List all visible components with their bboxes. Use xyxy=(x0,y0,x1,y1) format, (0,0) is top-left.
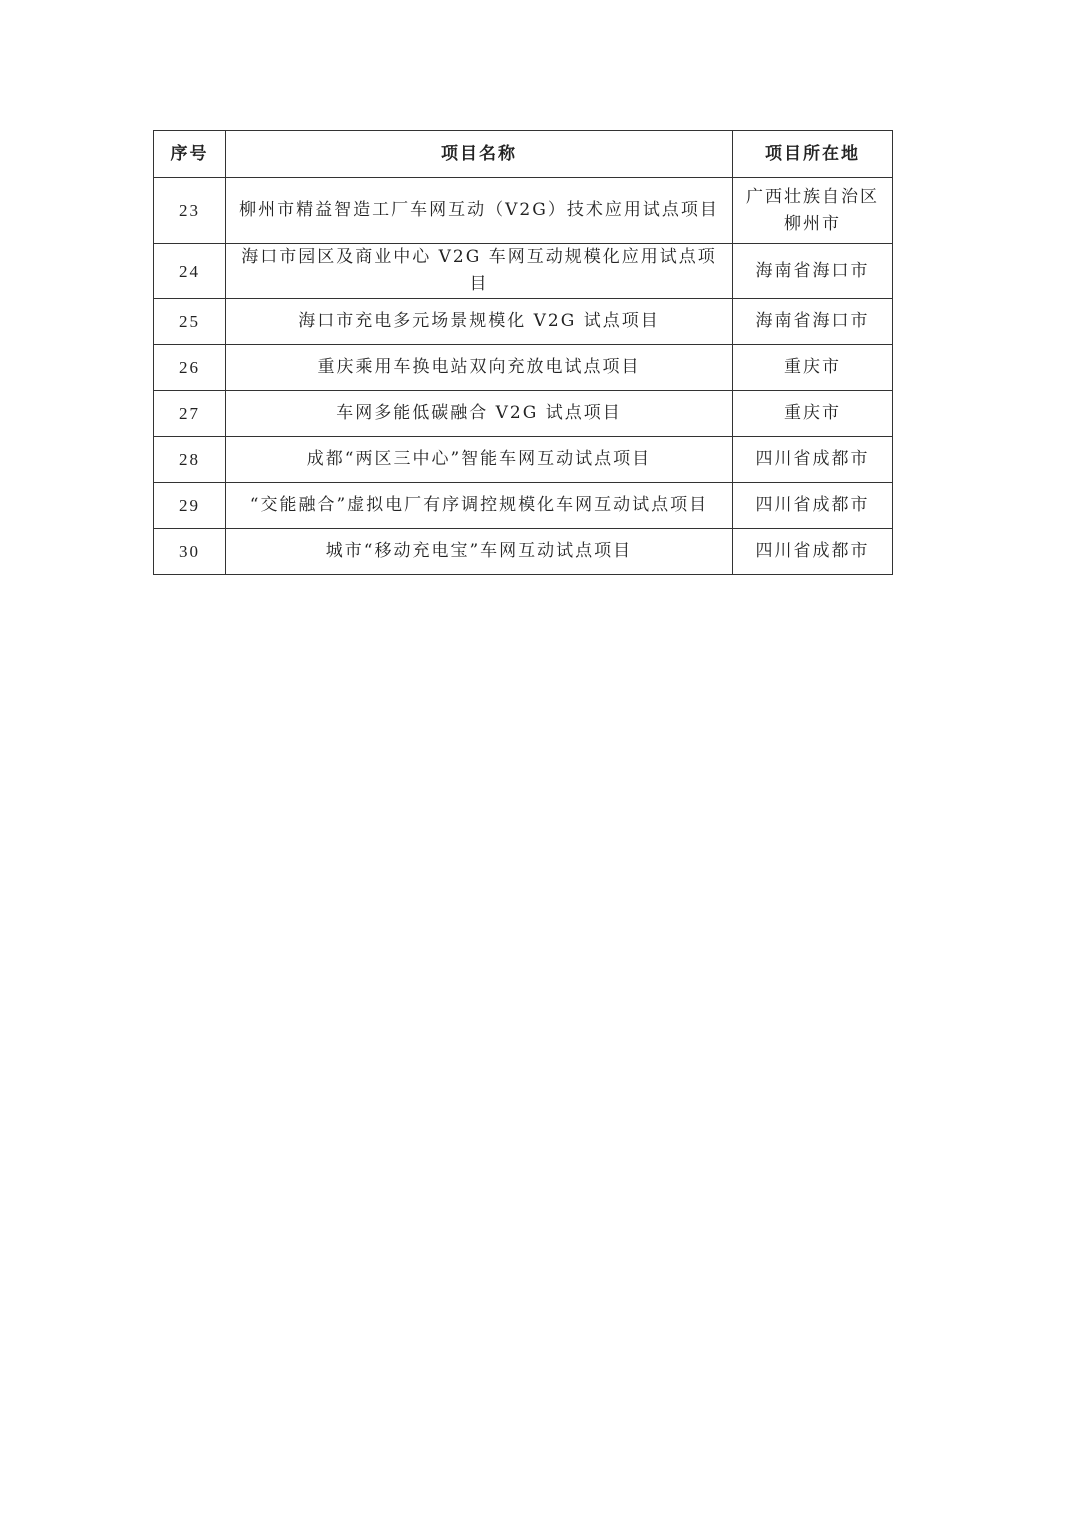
table-row xyxy=(154,178,893,244)
table-row xyxy=(154,299,893,345)
row-project-name: “交能融合”虚拟电厂有序调控规模化车网互动试点项目 xyxy=(226,483,733,529)
row-project-location: 重庆市 xyxy=(733,391,893,437)
row-number: 23 xyxy=(154,178,226,244)
table-row xyxy=(154,437,893,483)
table-row xyxy=(154,345,893,391)
row-project-name: 城市“移动充电宝”车网互动试点项目 xyxy=(226,529,733,575)
row-number: 27 xyxy=(154,391,226,437)
row-number: 28 xyxy=(154,437,226,483)
header-number: 序号 xyxy=(154,131,226,178)
table-row xyxy=(154,391,893,437)
header-project-location: 项目所在地 xyxy=(733,131,893,178)
row-project-location: 海南省海口市 xyxy=(733,244,893,299)
row-project-location: 四川省成都市 xyxy=(733,483,893,529)
table-row xyxy=(154,529,893,575)
row-number: 25 xyxy=(154,299,226,345)
row-project-name: 海口市充电多元场景规模化 V2G 试点项目 xyxy=(226,299,733,345)
row-number: 30 xyxy=(154,529,226,575)
location-line: 广西壮族自治区 xyxy=(746,186,879,207)
row-project-name: 车网多能低碳融合 V2G 试点项目 xyxy=(226,391,733,437)
row-project-name: 重庆乘用车换电站双向充放电试点项目 xyxy=(226,345,733,391)
table-header-row xyxy=(154,131,893,178)
row-project-location: 重庆市 xyxy=(733,345,893,391)
row-project-location: 四川省成都市 xyxy=(733,529,893,575)
row-project-location xyxy=(733,178,893,244)
row-number: 26 xyxy=(154,345,226,391)
row-project-location: 海南省海口市 xyxy=(733,299,893,345)
row-number: 29 xyxy=(154,483,226,529)
row-project-name: 成都“两区三中心”智能车网互动试点项目 xyxy=(226,437,733,483)
project-table xyxy=(153,130,893,575)
row-project-name: 海口市园区及商业中心 V2G 车网互动规模化应用试点项目 xyxy=(226,244,733,299)
row-number: 24 xyxy=(154,244,226,299)
table-row xyxy=(154,244,893,299)
header-project-name: 项目名称 xyxy=(226,131,733,178)
row-project-location: 四川省成都市 xyxy=(733,437,893,483)
row-project-name: 柳州市精益智造工厂车网互动（V2G）技术应用试点项目 xyxy=(226,178,733,244)
location-line: 柳州市 xyxy=(784,213,841,234)
table-row xyxy=(154,483,893,529)
